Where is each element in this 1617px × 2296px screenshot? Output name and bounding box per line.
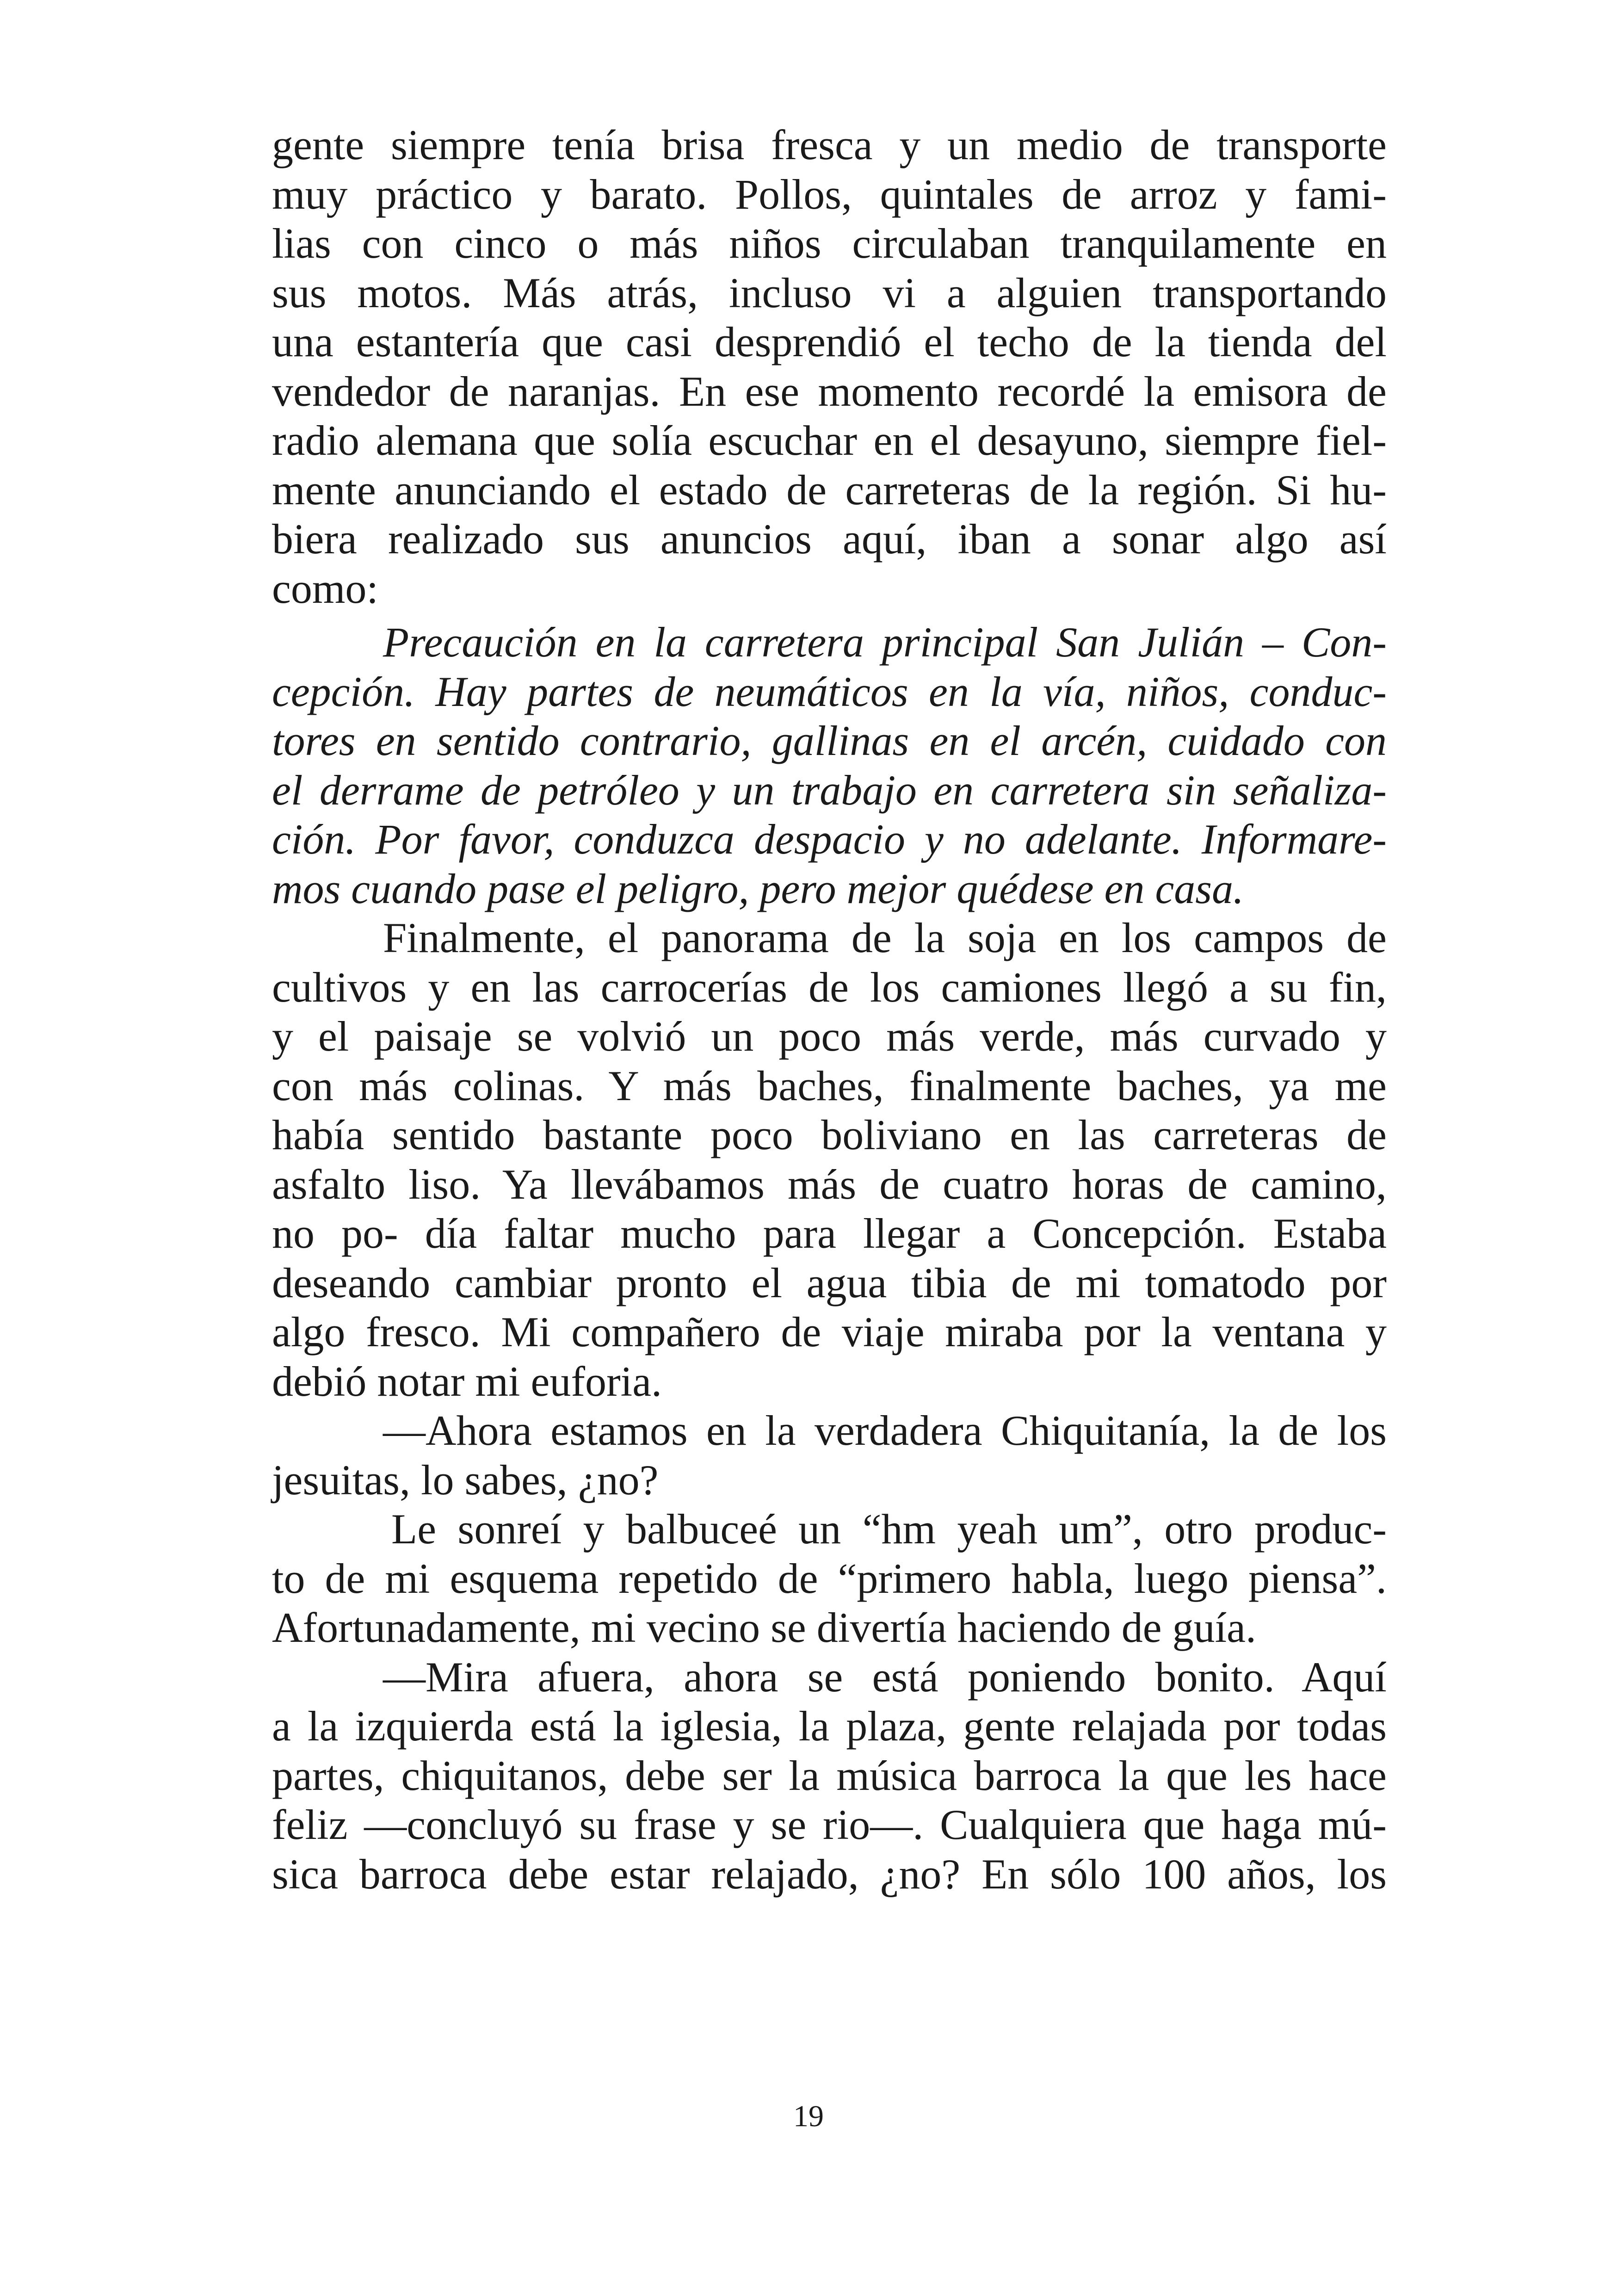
text-line: algo fresco. Mi compañero de viaje miraba por la ventana y [272,1308,1387,1355]
text-line: con más colinas. Y más baches, finalmente baches, ya me [272,1062,1387,1109]
quote-block [272,618,1387,913]
quote-line: ción. Por favor, conduzca despacio y no adelante. Informare- [272,816,1387,863]
text-line: una estantería que casi desprendió el techo de la tienda del [272,318,1387,365]
text-line: sus motos. Más atrás, incluso vi a alguien transportando [272,269,1387,316]
text-line: deseando cambiar pronto el agua tibia de mi tomatodo por [272,1259,1387,1306]
text-line: y el paisaje se volvió un poco más verde, más curvado y [272,1013,1387,1060]
text-line: gente siempre tenía brisa fresca y un medio de transporte [272,121,1387,168]
paragraph-3 [272,1504,1387,1652]
text-line: Afortunadamente, mi vecino se divertía haciendo de guía. [272,1604,1256,1651]
text-line: radio alemana que solía escuchar en el desayuno, siempre fiel- [272,417,1387,464]
text-line: no po- día faltar mucho para llegar a Concepción. Estaba [272,1210,1387,1257]
quote-line: tores en sentido contrario, gallinas en el arcén, cuidado con [272,717,1387,764]
dialogue-2 [272,1652,1387,1899]
text-line: mente anunciando el estado de carreteras de la región. Si hu- [272,466,1387,514]
text-line: partes, chiquitanos, debe ser la música barroca la que les hace [272,1751,1387,1799]
text-line: —Mira afuera, ahora se está poniendo bonito. Aquí [383,1653,1387,1701]
text-line: debió notar mi euforia. [272,1357,662,1405]
dialogue-1 [272,1406,1387,1504]
text-line: lias con cinco o más niños circulaban tranquilamente en [272,220,1387,267]
text-line: muy práctico y barato. Pollos, quintales de arroz y fami- [272,170,1387,218]
quote-line: mos cuando pase el peligro, pero mejor quédese en casa. [272,865,1244,912]
text-line: cultivos y en las carrocerías de los camiones llegó a su fin, [272,963,1387,1011]
text-line: —Ahora estamos en la verdadera Chiquitanía, la de los [383,1407,1387,1454]
page-number: 19 [793,2099,824,2133]
text-line: como: [272,564,378,612]
page-body [272,120,1387,1899]
text-line: biera realizado sus anuncios aquí, iban a sonar algo así [272,515,1387,563]
paragraph-2 [272,913,1387,1406]
text-line: jesuitas, lo sabes, ¿no? [272,1456,659,1504]
text-line: vendedor de naranjas. En ese momento recordé la emisora de [272,367,1387,415]
paragraph-1 [272,120,1387,613]
text-line: to de mi esquema repetido de “primero habla, luego piensa”. [272,1554,1387,1602]
text-line: sica barroca debe estar relajado, ¿no? En sólo 100 años, los [272,1850,1387,1898]
text-line: a la izquierda está la iglesia, la plaza, gente relajada por todas [272,1702,1387,1750]
text-line: Finalmente, el panorama de la soja en los campos de [383,914,1387,961]
text-line: asfalto liso. Ya llevábamos más de cuatro horas de camino, [272,1160,1387,1208]
quote-line: Precaución en la carretera principal San Julián – Con- [383,619,1387,666]
quote-line: el derrame de petróleo y un trabajo en carretera sin señaliza- [272,766,1387,814]
text-line: Le sonreí y balbuceé un “hm yeah um”, otro produc- [391,1505,1387,1553]
text-line: feliz —concluyó su frase y se rio—. Cualquiera que haga mú- [272,1801,1387,1848]
text-line: había sentido bastante poco boliviano en las carreteras de [272,1111,1387,1158]
quote-line: cepción. Hay partes de neumáticos en la vía, niños, conduc- [272,668,1387,715]
